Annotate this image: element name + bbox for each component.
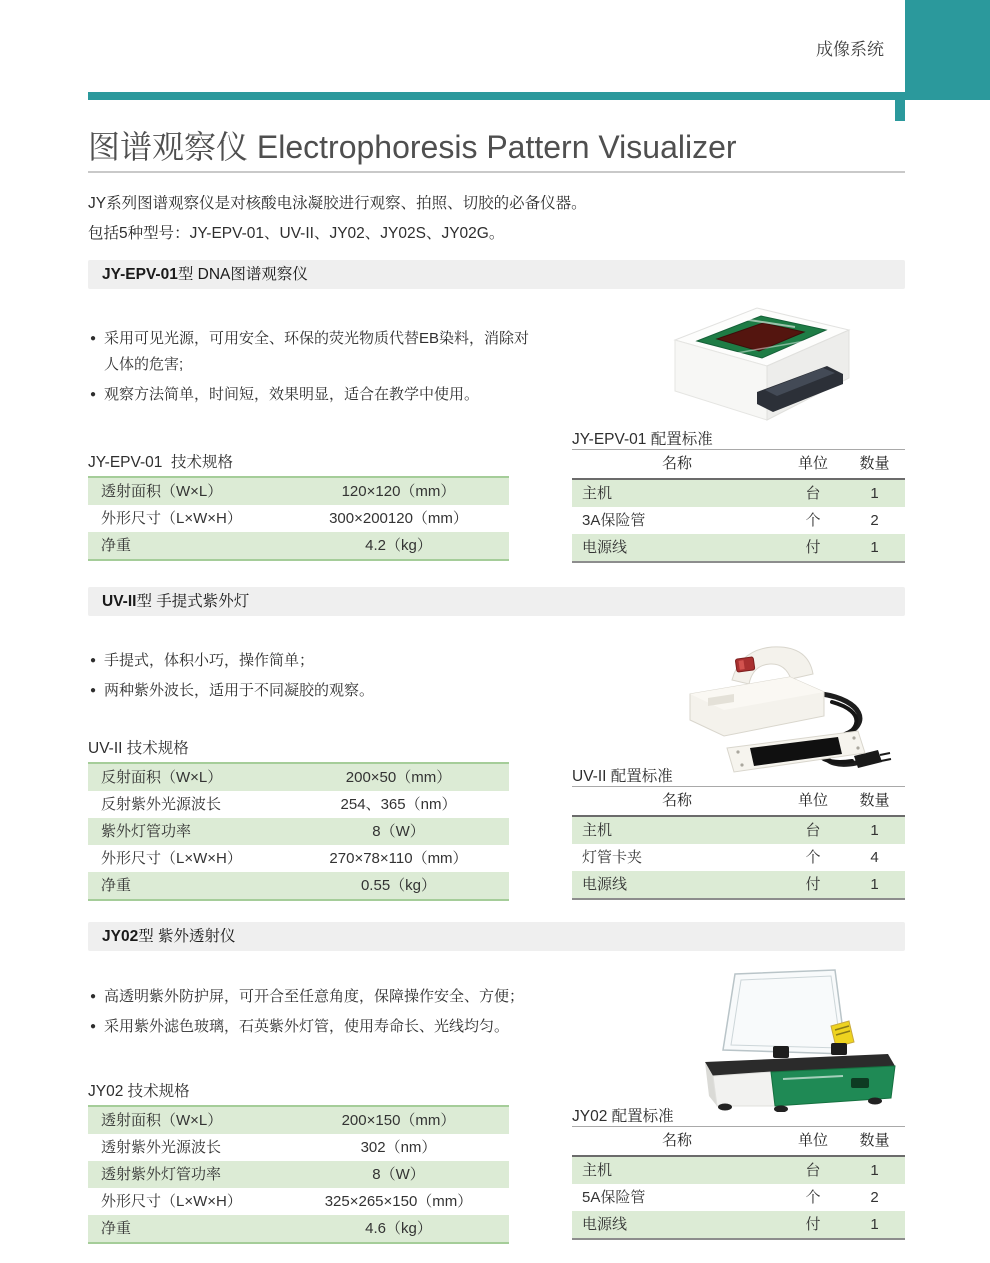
product-photo-jy02: [683, 966, 911, 1112]
bullet-icon: ●: [90, 655, 97, 666]
corner-tag: 成像系统: [816, 40, 884, 59]
config-table-title: UV-II 配置标准: [572, 768, 673, 785]
config-qty: 4: [870, 849, 879, 866]
list-item: [90, 678, 550, 704]
spec-label: 透射面积（W×L）: [101, 1112, 223, 1129]
column-header-name: 名称: [661, 455, 692, 472]
config-name: 5A保险管: [582, 1189, 646, 1206]
section-header-jy-epv-01: [88, 260, 905, 289]
spec-label: 紫外灯管功率: [101, 823, 192, 840]
page-title: 图谱观察仪 Electrophoresis Pattern Visualizer: [88, 129, 737, 165]
spec-label: 外形尺寸（L×W×H）: [101, 1193, 242, 1210]
spec-value: 270×78×110（mm）: [329, 850, 468, 867]
config-unit: 付: [805, 1216, 821, 1233]
column-header-qty: 数量: [859, 455, 890, 472]
intro-line-1: JY系列图谱观察仪是对核酸电泳凝胶进行观察、拍照、切胶的必备仪器。: [88, 195, 587, 212]
config-name: 电源线: [582, 876, 628, 893]
spec-table-jy-epv-01: [88, 476, 509, 561]
column-header-unit: 单位: [797, 455, 828, 472]
config-table-jy-epv-01: [572, 449, 905, 563]
spec-label: 外形尺寸（L×W×H）: [101, 510, 242, 527]
section-model: JY02: [102, 928, 139, 945]
spec-table-title: UV-II 技术规格: [88, 740, 189, 757]
section-model: UV-II: [102, 593, 137, 610]
config-unit: 个: [805, 512, 821, 529]
config-name: 灯管卡夹: [582, 849, 643, 866]
spec-value: 200×150（mm）: [341, 1112, 456, 1129]
table-header-row: [572, 450, 905, 480]
config-unit: 付: [805, 539, 821, 556]
list-item: [90, 326, 530, 378]
list-item: [90, 1014, 565, 1040]
spec-table-jy02: [88, 1105, 509, 1244]
spec-table-uv-ii: [88, 762, 509, 901]
config-qty: 2: [870, 512, 879, 529]
spec-value: 120×120（mm）: [341, 483, 456, 500]
feature-list: [90, 326, 530, 412]
spec-table-title: JY02 技术规格: [88, 1083, 190, 1100]
teal-divider-stub: [895, 100, 905, 121]
table-row: [88, 1161, 509, 1188]
column-header-qty: 数量: [859, 792, 890, 809]
config-name: 主机: [582, 1162, 613, 1179]
config-qty: 1: [870, 822, 879, 839]
list-item: [90, 984, 565, 1010]
bullet-icon: ●: [90, 389, 97, 400]
spec-value: 8（W）: [372, 1166, 425, 1183]
config-qty: 1: [870, 485, 879, 502]
teal-corner-block: [905, 0, 990, 92]
spec-label: 净重: [101, 1220, 132, 1237]
config-name: 3A保险管: [582, 512, 646, 529]
config-table-jy02: [572, 1126, 905, 1240]
spec-label: 净重: [101, 537, 132, 554]
table-row: [88, 1134, 509, 1161]
section-header-jy02: [88, 922, 905, 951]
column-header-qty: 数量: [859, 1132, 890, 1149]
list-item: [90, 648, 550, 674]
spec-table-title: JY-EPV-01 技术规格: [88, 454, 234, 471]
config-qty: 1: [870, 1216, 879, 1233]
table-row: [572, 1184, 905, 1211]
spec-value: 254、365（nm）: [340, 796, 457, 813]
table-row: [88, 532, 509, 559]
table-row: [572, 871, 905, 898]
spec-label: 外形尺寸（L×W×H）: [101, 850, 242, 867]
config-name: 电源线: [582, 539, 628, 556]
config-name: 电源线: [582, 1216, 628, 1233]
spec-label: 透射紫外光源波长: [101, 1139, 222, 1156]
config-table-title: JY02 配置标准: [572, 1108, 674, 1125]
table-row: [88, 764, 509, 791]
spec-label: 透射紫外灯管功率: [101, 1166, 222, 1183]
section-name: 型 DNA图谱观察仪: [177, 266, 308, 283]
bullet-text: 手提式，体积小巧，操作简单；: [104, 652, 315, 669]
table-row: [88, 1188, 509, 1215]
table-row: [88, 505, 509, 532]
table-row: [88, 845, 509, 872]
config-unit: 付: [805, 876, 821, 893]
spec-value: 4.6（kg）: [365, 1220, 432, 1237]
spec-label: 净重: [101, 877, 132, 894]
bullet-text: 采用紫外滤色玻璃，石英紫外灯管，使用寿命长、光线均匀。: [104, 1018, 510, 1035]
spec-value: 325×265×150（mm）: [324, 1193, 473, 1210]
section-name: 型 手提式紫外灯: [136, 593, 250, 610]
column-header-unit: 单位: [797, 792, 828, 809]
table-header-row: [572, 787, 905, 817]
config-qty: 2: [870, 1189, 879, 1206]
table-row: [88, 478, 509, 505]
config-qty: 1: [870, 876, 879, 893]
spec-value: 200×50（mm）: [345, 769, 452, 786]
spec-value: 0.55（kg）: [360, 877, 437, 894]
table-row: [572, 844, 905, 871]
config-table-title: JY-EPV-01 配置标准: [572, 431, 713, 448]
column-header-name: 名称: [661, 1132, 692, 1149]
config-qty: 1: [870, 539, 879, 556]
product-photo-uv-ii: [672, 632, 894, 788]
bullet-icon: ●: [90, 685, 97, 696]
spec-label: 反射紫外光源波长: [101, 796, 222, 813]
intro-line-2: 包括5种型号：JY-EPV-01、UV-II、JY02、JY02S、JY02G。: [88, 225, 505, 242]
section-name: 型 紫外透射仪: [138, 928, 236, 945]
bullet-text: 观察方法简单，时间短，效果明显，适合在教学中使用。: [104, 386, 480, 403]
table-row: [572, 480, 905, 507]
title-underline: [88, 171, 905, 173]
config-table-uv-ii: [572, 786, 905, 900]
feature-list: [90, 984, 565, 1044]
section-model: JY-EPV-01: [102, 266, 178, 283]
table-row: [88, 1107, 509, 1134]
spec-value: 8（W）: [372, 823, 425, 840]
teal-divider-bar: [88, 92, 990, 100]
config-unit: 台: [805, 1162, 821, 1179]
config-name: 主机: [582, 822, 613, 839]
table-row: [88, 791, 509, 818]
config-qty: 1: [870, 1162, 879, 1179]
spec-value: 300×200120（mm）: [329, 510, 468, 527]
product-photo-jy-epv-01: [645, 294, 875, 426]
column-header-name: 名称: [661, 792, 692, 809]
bullet-icon: ●: [90, 1021, 97, 1032]
config-unit: 台: [805, 822, 821, 839]
table-row: [572, 817, 905, 844]
table-row: [88, 1215, 509, 1242]
table-row: [572, 1157, 905, 1184]
table-row: [572, 534, 905, 561]
bullet-text: 采用可见光源，可用安全、环保的荧光物质代替EB染料，消除对人体的危害;: [104, 330, 530, 373]
spec-label: 反射面积（W×L）: [101, 769, 223, 786]
config-unit: 个: [805, 849, 821, 866]
bullet-text: 两种紫外波长，适用于不同凝胶的观察。: [104, 682, 375, 699]
table-row: [88, 872, 509, 899]
spec-value: 302（nm）: [360, 1139, 437, 1156]
list-item: [90, 382, 530, 408]
bullet-icon: ●: [90, 333, 97, 344]
table-header-row: [572, 1127, 905, 1157]
spec-value: 4.2（kg）: [365, 537, 432, 554]
spec-label: 透射面积（W×L）: [101, 483, 223, 500]
bullet-text: 高透明紫外防护屏，可开合至任意角度，保障操作安全、方便；: [104, 988, 525, 1005]
table-row: [572, 507, 905, 534]
column-header-unit: 单位: [797, 1132, 828, 1149]
table-row: [88, 818, 509, 845]
config-unit: 个: [805, 1189, 821, 1206]
bullet-icon: ●: [90, 991, 97, 1002]
section-header-uv-ii: [88, 587, 905, 616]
feature-list: [90, 648, 550, 708]
config-unit: 台: [805, 485, 821, 502]
table-row: [572, 1211, 905, 1238]
config-name: 主机: [582, 485, 613, 502]
